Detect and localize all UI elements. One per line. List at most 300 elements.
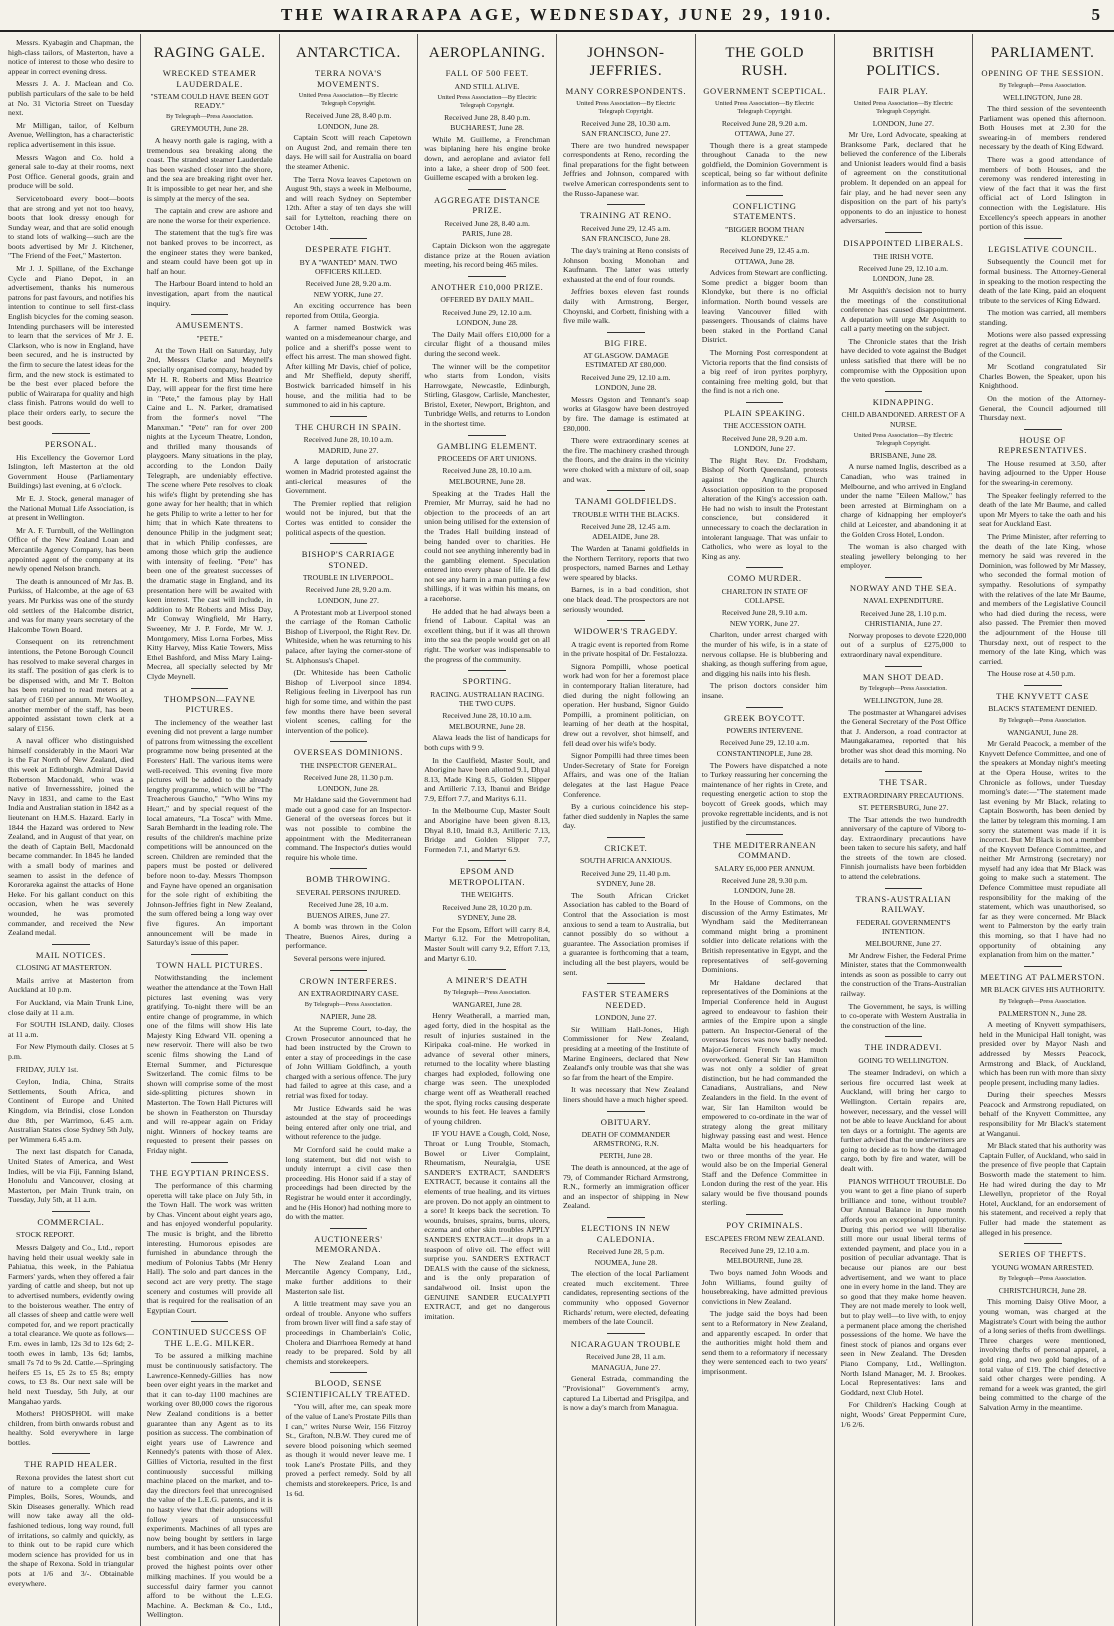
- section-rule: [191, 314, 229, 315]
- article: [702, 402, 828, 561]
- section-rule: [330, 741, 368, 742]
- section-rule: [607, 620, 645, 621]
- article-heading: GOVERNMENT SCEPTICAL.: [703, 86, 826, 96]
- article-heading: PERSONAL.: [44, 439, 97, 450]
- section-rule: [607, 983, 645, 984]
- article-paragraph: The inclemency of the weather last evening did not prevent a large number of patrons from witnessing the excellent programme now being presented at the Foresters' Hall. The various items were well-received. This evening five more pictures will be added to the already lengthy programme, which will be "The Treacherous Gaucho," "Who Wins my Heart," and by special request of the local amateurs, "La Tosca" with Mme. Sarah Bernhardt in the leading role. The results of the children's machine prize competitions will be announced on the screen. Children are reminded that the papers must be posted or delivered before noon to-day. Messrs Thompson and Fayne have opened an organisation for the sole right of exhibiting the Johnson-Jeffries fight in New Zealand, the sum offered being a long way over five figures. An important announcement will be made in Saturday's issue of this paper.: [146, 717, 273, 948]
- article-paragraph: Mr Milligan, tailor, of Kelburn Avenue, Wellington, has a characteristic replica advertisement in this issue.: [8, 120, 134, 149]
- article-subheading: BLACK'S STATEMENT DENIED.: [988, 704, 1098, 714]
- article-heading: GAMBLING ELEMENT.: [436, 440, 538, 451]
- article-heading: KIDNAPPING.: [872, 396, 935, 407]
- article-paragraph: In the House of Commons, on the discussion of the Army Estimates, Mr Wyndham said the Mediterranean command might bring a prominent soldier into delicate relations with the British representative in Egypt, and the representatives of self-governing Dominions.: [701, 898, 828, 975]
- article-subheading: POWERS INTERVENE.: [726, 726, 803, 736]
- article: [841, 577, 967, 660]
- article-received-date: Received June 29, 12.45 a.m.: [581, 223, 671, 233]
- article: [702, 1214, 828, 1376]
- article-subheading: "STEAM COULD HAVE BEEN GOT READY.": [150, 92, 269, 111]
- article-received-date: Received June 28, 10.30 a.m.: [581, 118, 671, 128]
- article-paragraph: "You will, after me, can speak more of the value of Lane's Prostate Pills than I can," writes Nurse Weir, 156 Fitzroy St., Grafton, N.B.W. They cured me of severe blood poisoning which seemed as though it would never leave me. I took Lane's Prostate Pills, and they proved a perfect remedy. Sold by all chemists and storekeepers. Price, 1s and 1s 6d.: [285, 1402, 412, 1498]
- article-heading: THE INDRADEVI.: [864, 1042, 942, 1053]
- article-paragraph: The postmaster at Whangarei advises the General Secretary of the Post Office that J. Anderson, a road contractor at Maungakaramea, reported that his brother was shot dead this morning. No details are to hand.: [840, 707, 967, 765]
- column: [696, 34, 835, 1626]
- article-paragraph: Messrs J. A. J. Maclean and Co. publish particulars of the sale to be held at No. 31 Victoria Street on Tuesday next.: [8, 79, 134, 118]
- article-paragraph: The South African Cricket Association has cabled to the Board of Control that the Association is most anxious to send a team to Australia, but cannot possibly do so without a guarantee. The Association promises if a guarantee is forthcoming that a team, including all the best players, would be sent.: [563, 890, 689, 977]
- article-paragraph: For the Epsom, Effort will carry 8.4, Martyr 6.12. For the Metropolitan, Master Soult will carry 9.2, Effort 7.13, and Martyr 6.10.: [424, 924, 550, 963]
- article-paragraph: A large deputation of aristocratic women in Madrid protested against the anti-clerical measures of the Government.: [285, 457, 412, 496]
- article-paragraph: The winner will be the competitor who starts from London, visits Harrowgate, Newcastle, Edinburgh, Stirling, Glasgow, Carlisle, Manchester, Bristol, Exeter, Newport, Brighton, and Tunbridge Wells, and returns to London in the shortest time.: [424, 361, 550, 429]
- article: [147, 1321, 273, 1620]
- article-heading: TRANS-AUSTRALIAN RAILWAY.: [855, 893, 952, 915]
- section-rule: [52, 1453, 90, 1454]
- article: [841, 888, 967, 1031]
- article-paragraph: (Dr. Whiteside has been Catholic Bishop of Liverpool since 1894. Religious feeling in Liverpool has run high for some time, and within the past few months there have been several violent scenes, calling for the intervention of the police).: [285, 668, 412, 735]
- article-paragraph: A meeting of Knyvett sympathisers, held in the Municipal Hall tonight, was presided over by Mayor Nash and addressed by Messrs Peacock, Armstrong and Black, of Auckland, which has been run with more than sixty people present, including many ladies.: [979, 1020, 1106, 1087]
- article-heading: THE MEDITERRANEAN COMMAND.: [713, 839, 817, 861]
- article-paragraph: The Tsar attends the two hundredth anniversary of the capture of Viborg to-day. Extraordinary precautions have been taken to secure his safety, and half the streets of the town are closed. Finnish journalists have been forbidden to attend the celebrations.: [840, 814, 967, 882]
- column-headline: RAGING GALE.: [153, 45, 266, 61]
- section-rule: [330, 238, 368, 239]
- section-rule: [1024, 966, 1062, 967]
- article: [563, 204, 689, 325]
- article-heading: CONTINUED SUCCESS OF THE L.E.G. MILKER.: [152, 1327, 267, 1348]
- article-subheading: DEATH OF COMMANDER ARMSTRONG, R.N.: [581, 1130, 671, 1149]
- article-received-date: Received June 28, 8.40 p.m.: [444, 112, 531, 122]
- article-paragraph: Messrs. Kyabagin and Chapman, the high-class tailors, of Masterton, have a notice of interest to those who desire to appear in correct evening dress.: [8, 38, 134, 76]
- article-paragraph: Captain Dickson won the aggregate distance prize at the Rouen aviation meeting, his record being 465 miles.: [424, 241, 550, 270]
- article-paragraph: The death is announced, at the age of 79, of Commander Richard Armstrong, R.N., formerly an immigration officer and an inspector of shipping in New Zealand.: [563, 1163, 689, 1211]
- article-byline: United Press Association—By Electric Telegraph Copyright.: [715, 99, 815, 115]
- article-received-date: Received June 28, 9.10 a.m.: [721, 608, 808, 618]
- section-rule: [746, 834, 784, 835]
- article-received-date: Received June 28, 11.30 p.m.: [303, 773, 394, 782]
- section-rule: [885, 888, 923, 889]
- column-headline: JOHNSON-JEFFRIES.: [587, 45, 665, 79]
- article-heading: THE RAPID HEALER.: [24, 1459, 118, 1470]
- article: [424, 276, 550, 429]
- section-rule: [1024, 429, 1062, 430]
- article-paragraph: A naval officer who distinguished himself considerably in the Maori War is the Far North of New Zealand, died this week at Edinburgh. Admiral David Robertson Macdonald, who was a native of Invernessshire, joined the Navy in 1831, and came to the East India and Australian station in 1842 as a lieutenant on H.M.S. Hazard. Early in 1844 the Hazard was ordered to New Zealand, and in August of that year, on the death of Captain Bell, Macdonald became commander. In 1845 he landed with a small body of marines and seamen to assist in the defence of Kororareka against the attacks of Hone Heke. For his gallant conduct on this occasion, when he was severely wounded, he was promoted commander, and received the New Zealand medal.: [8, 736, 134, 938]
- section-rule: [746, 707, 784, 708]
- article: [286, 68, 412, 232]
- article-received-date: Received June 28, 5 p.m.: [587, 1247, 665, 1256]
- article: [563, 1111, 689, 1211]
- article-paragraph: An exciting occurrence has been reported from Ottila, Georgia.: [285, 301, 412, 320]
- article-paragraph: Mails arrive at Masterton from Auckland at 10 p.m.: [8, 975, 134, 995]
- article-paragraph: The judge said the boys had been sent to a Reformatory in New Zealand, and apparently escaped. In order that the authorities might hold them and send them to a reformatory if necessary they were sentenced each to two years' imprisonment.: [701, 1309, 828, 1376]
- article: [8, 433, 134, 938]
- article-byline: By Telegraph—Press Association.: [304, 1001, 393, 1009]
- article-paragraph: Advices from Stewart are conflicting. Some predict a bigger boom than Klondyke, but there is no official information. North bound vessels are leaving Vancouver filled with passengers. Thousands of claims have been staked in the Portland Canal District.: [701, 268, 828, 345]
- article-heading: WIDOWER'S TRAGEDY.: [574, 626, 678, 637]
- article-dateline: NEW YORK, June 27.: [313, 289, 384, 299]
- article: [8, 1211, 134, 1448]
- article-received-date: Received June 29, 12.10 a.m.: [442, 307, 532, 317]
- article-heading: SPORTING.: [462, 676, 512, 687]
- article-byline: By Telegraph—Press Association.: [998, 81, 1087, 89]
- article-heading: MANY CORRESPONDENTS.: [565, 86, 687, 96]
- article-subheading: ESCAPEES FROM NEW ZEALAND.: [704, 1233, 825, 1243]
- article-heading: NORWAY AND THE SEA.: [849, 582, 957, 593]
- article: [563, 983, 689, 1104]
- article-heading: TERRA NOVA'S MOVEMENTS.: [314, 68, 382, 89]
- article-paragraph: Mr Scotland congratulated Sir Charles Bowen, the Speaker, upon his Knighthood.: [979, 362, 1106, 391]
- article-subheading: MR BLACK GIVES HIS AUTHORITY.: [980, 985, 1105, 995]
- article-heading: MEETING AT PALMERSTON.: [980, 971, 1105, 982]
- article-heading: HOUSE OF REPRESENTATIVES.: [998, 434, 1088, 456]
- article-paragraph: His Excellency the Governor Lord Islington, left Masterton at the old Government House (Parliamentary Buildings) last evening, at 6 o'clock.: [8, 452, 134, 491]
- section-rule: [468, 969, 506, 970]
- article-paragraph: Captain Scott will reach Capetown on August 2nd, and remain there ten days. He will sail for Australia on board the steamer Athenic.: [285, 133, 412, 171]
- article: [563, 490, 689, 614]
- article-heading: COMMERCIAL.: [37, 1216, 105, 1227]
- section-rule: [468, 670, 506, 671]
- article-paragraph: Norway proposes to devote £220,000 out of a surplus of £275,000 to extraordinary naval expenditure.: [840, 630, 967, 659]
- section-rule: [885, 771, 923, 772]
- article-subheading: AN EXTRAORDINARY CASE.: [297, 989, 399, 999]
- article-paragraph: Messrs Dalgety and Co., Ltd., report having held their usual weekly sale in Pahiatua, this week, in the Pahiatua Farmers' yards, when they offered a fair yarding of cattle and sheep, but not up to advertised numbers, evidently owing to the boisterous weather. The entry of all classes of sheep and cattle were well competed for, and we report practically a total clearance. We quote as follows—F.m. ewes in lamb, 12s 3d to 12s 6d; 2-tooth ewes in lamb, 13s 6d; lambs, small 7s 7d to 9s 2d. Cattle.—Springing heifers £5 1s, £5 2s to £5 8s; empty cows, to £3 8s. Our next sale will be held next Tuesday, 5th July, at our Mangahao yards.: [8, 1243, 134, 1406]
- article-heading: NICARAGUAN TROUBLE: [570, 1338, 681, 1349]
- article: [979, 429, 1106, 679]
- article-paragraph: A nurse named Inglis, described as a Canadian, who was trained in Melbourne, and who arrived in England under the name "Eileen Mallow," has been arrested at Birmingham on a charge of kidnapping her employer's child at Leicester, and abandoning it at the Golden Cross Hotel, London.: [840, 462, 967, 539]
- article-heading: DISAPPOINTED LIBERALS.: [843, 238, 964, 249]
- article-paragraph: Servicetoboard every boot—boots that are strong and yet not too heavy, boots that look dressy enough for Sunday wear, and that are solid enough to stand lots of walking—such are the boots advertised by Mr J. Kitchener, "The Friend of the Feet," Masterton.: [8, 193, 134, 261]
- article-heading: BLOOD, SENSE SCIENTIFICALLY TREATED.: [286, 1378, 411, 1399]
- article: [979, 68, 1106, 232]
- section-rule: [746, 402, 784, 403]
- article-paragraph: Signora Pompilli, whose poetical work had won for her a foremost place in contemporary Italian literature, had died during the night following an operation. Her husband, Signor Guido Pompilli, a prominent politician, on learning of her death at the hospital, drew out a revolver, shot himself, and fell dead over his wife's body.: [563, 661, 689, 748]
- article-paragraph: At the Town Hall on Saturday, July 2nd, Messrs Clarke and Meynell's specially organised company, headed by Mr H. R. Roberts and Miss Beatrice Day, will appear for the first time here in "Pete," the famous play by Hall Caine and L. N. Parker, dramatised from the former's novel "The Manxman." "Pete" ran for over 200 nights at the Lyceum Theatre, London, and thrilled many thousands of playgoers. Many situations in the play, according to the London Daily Telegraph, are undeniably effective. The scene where Pete resolves to cloak his wife's flight by pretending she has gone away for her health; that in which he gets Philip to write a letter to her for him; that in which Kate threatens to denounce Philip in the judgment seat; that in which Philip confesses, are among those which grip the audience with intensity of feeling. "Pete" has been one of the greatest successes of the dramatic stage in England, and its presentation here will be awaited with keen interest. The cast will include, in addition to Mr Roberts and Miss Day, Mr Conway Wingfield, Mr Harry, Sweeney, Mr J. P. Forde, Mr W. J. Montgomery, Miss Lorna Forbes, Miss Kitty Harvey, Miss Katie Towers, Miss Ethel Bashford, and Miss Mary Laing-Mecrea, all specially selected by Mr Clyde Meynell.: [146, 345, 273, 681]
- article-paragraph: The prison doctors consider him insane.: [701, 681, 828, 701]
- article-heading: GREEK BOYCOTT.: [723, 712, 806, 723]
- article-dateline: SYDNEY, June 28.: [457, 913, 517, 923]
- article: [841, 86, 967, 226]
- article-dateline: SAN FRANCISCO, June 28.: [581, 234, 671, 244]
- article: [979, 1243, 1106, 1412]
- article-dateline: PERTH, June 28.: [599, 1151, 653, 1161]
- article-heading: SERIES OF THEFTS.: [998, 1249, 1087, 1260]
- article-paragraph: The Powers have dispatched a note to Turkey reassuring her concerning the maintenance of her rights in Crete, and requesting energetic action to stop the boycott of Greek goods, which may provoke regrettable incidents, and is not justified by the circumstances.: [701, 760, 828, 828]
- article-subheading: THE ACCESSION OATH.: [723, 421, 806, 431]
- article-received-date: Received June 28, 10.10 a.m.: [442, 466, 532, 476]
- article: [286, 1372, 412, 1498]
- article-paragraph: Mr Ure, Lord Advocate, speaking at Branksome Park, declared that he believed the conference of the Liberals and Unionist leaders would find a basis of agreement on the constitutional problem. It depended on an appeal for fair play, and he had never seen any disposition on the part of his party's opponents to do an injustice to honest adversaries.: [840, 130, 967, 226]
- article: [563, 620, 689, 831]
- article-dateline: MANAGUA, June 27.: [591, 1362, 661, 1372]
- section-rule: [191, 688, 229, 689]
- article-dateline: MELBOURNE, June 28.: [448, 476, 526, 486]
- article-paragraph: Ceylon, India, China, Straits Settlements, South Africa, and Continent of Europe and United Kingdom, via Brindisi, close London due 8th, per Warrimoo, 6.45 a.m. Australian States close Sydney 5th July, per Wimmera 6.45 a.m.: [8, 1077, 134, 1144]
- article-heading: BOMB THROWING.: [306, 874, 391, 885]
- article-subheading: SOUTH AFRICA ANXIOUS.: [579, 856, 672, 866]
- article-paragraph: Mr Asquith's decision not to hurry the meetings of the constitutional conference has caused disappointment. A deputation will urge Mr Asquith to call a party meeting on the subject.: [840, 285, 967, 334]
- section-rule: [746, 195, 784, 196]
- article: [702, 567, 828, 700]
- article-heading: COMO MURDER.: [727, 573, 802, 584]
- article: [286, 1228, 412, 1367]
- article: [424, 670, 550, 854]
- article: [424, 860, 550, 963]
- article-paragraph: STOCK REPORT.: [16, 1230, 75, 1240]
- article-heading: MAN SHOT DEAD.: [862, 671, 944, 682]
- article-byline: By Telegraph—Press Association.: [443, 988, 531, 996]
- article: [147, 314, 273, 681]
- article-subheading: EXTRAORDINARY PRECAUTIONS.: [842, 790, 964, 800]
- article-subheading: TROUBLE WITH THE BLACKS.: [572, 509, 680, 519]
- article: [563, 1217, 689, 1327]
- article: [8, 1453, 134, 1588]
- article-heading: THE CHURCH IN SPAIN.: [295, 421, 402, 432]
- article: [147, 954, 273, 1156]
- article: [286, 741, 412, 862]
- article-dateline: LONDON, June 27.: [872, 118, 934, 128]
- article: [841, 666, 967, 766]
- article-subheading: GOING TO WELLINGTON.: [858, 1055, 949, 1065]
- article-dateline: LONDON, June 28.: [317, 121, 379, 131]
- article-paragraph: The Warden at Tanami goldfields in the Northern Territory, reports that two prospectors, named Barnes and Lethay were speared by blacks.: [563, 544, 689, 582]
- article-heading: PLAIN SPEAKING.: [724, 407, 806, 418]
- article: [286, 970, 412, 1222]
- column: [418, 34, 557, 1626]
- article-heading: A MINER'S DEATH: [446, 975, 528, 986]
- article: [286, 543, 412, 735]
- article-heading: AGGREGATE DISTANCE PRIZE.: [433, 194, 541, 216]
- article-paragraph: CLOSING AT MASTERTON.: [16, 963, 112, 973]
- article-received-date: Received June 29, 12.10 a.m.: [581, 372, 671, 382]
- article: [147, 688, 273, 948]
- article-heading: THE TSAR.: [879, 777, 928, 788]
- article-dateline: NOUMEA, June 28.: [594, 1257, 658, 1267]
- article-paragraph: Henry Weatherall, a married man, aged forty, died in the hospital as the result of injuries sustained in the Kiripaka coal-mine. He worked in advance of several other miners, returned to the locality where blasting charges had exploded, following one charge was seen. The unexploded charge went off as Weatherall reached the spot, flying rocks causing desperate wounds to his feet. He leaves a family of young children.: [424, 1011, 550, 1126]
- article-paragraph: Jeffries boxes eleven fast rounds daily with Armstrong, Berger, Choynski, and Corbett, finishing with a five mile walk.: [563, 287, 689, 326]
- article-heading: CRICKET.: [604, 842, 648, 853]
- article: [841, 232, 967, 385]
- article-received-date: Received June 28, 10.20 p.m.: [442, 902, 533, 912]
- article-paragraph: A bomb was thrown in the Colon Theatre, Buenos Aires, during a performance.: [285, 922, 412, 951]
- article-paragraph: The House resumed at 3.50, after having adjourned to the Upper House for the swearing-in ceremony.: [979, 458, 1106, 487]
- article-paragraph: Alawa leads the list of handicaps for both cups with 9 9.: [424, 733, 550, 752]
- article-paragraph: For New Plymouth daily. Closes at 5 p.m.: [8, 1042, 134, 1061]
- article-heading: BISHOP'S CARRIAGE STONED.: [301, 549, 395, 570]
- article-dateline: LONDON, June 28.: [734, 886, 796, 896]
- article-paragraph: There are two hundred newspaper correspondents at Reno, recording the final preparations for the fight between Jeffries and Johnson, compared with twelve American correspondents sent to the Russo-Japanese war.: [563, 140, 689, 198]
- article-paragraph: The woman is also charged with stealing jewellery belonging to her employer.: [840, 542, 967, 571]
- article-subheading: AT GLASGOW. DAMAGE ESTIMATED AT £80,000.: [583, 351, 669, 370]
- article-byline: United Press Association—By Electric Telegraph Copyright.: [298, 92, 398, 107]
- section-rule: [468, 189, 506, 190]
- section-rule: [191, 1321, 229, 1322]
- article-paragraph: Two boys named John Woods and John Williams, found guilty of housebreaking, have admitted previous convictions in New Zealand.: [701, 1267, 828, 1306]
- article-heading: OBITUARY.: [600, 1116, 652, 1127]
- article-paragraph: For SOUTH ISLAND, daily. Closes at 11 a.m.: [8, 1020, 134, 1039]
- section-rule: [885, 1036, 923, 1037]
- column-headline: AEROPLANING.: [428, 45, 546, 61]
- article: [8, 38, 134, 427]
- article-subheading: AND STILL ALIVE.: [454, 81, 520, 91]
- article-paragraph: The Speaker feelingly referred to the death of the late Mr Baume, and called upon Mr Myers to take the oath and his seat for Auckland East.: [979, 490, 1106, 529]
- article-paragraph: The captain and crew are ashore and are none the worse for their experience.: [146, 206, 273, 225]
- article: [702, 834, 828, 1208]
- column: [835, 34, 974, 1626]
- article-paragraph: Consequent on its retrenchment intentions, the Petone Borough Council has resolved to make several charges in its staff. The position of gas clerk is to be dispensed with, and Mr T. Bolton has been retained to read meters at a salary of £160 per annum. Mr Woolley, another member of the staff, has been appointed assistant town clerk at a salary of £156.: [8, 637, 134, 733]
- section-rule: [330, 970, 368, 971]
- section-rule: [330, 868, 368, 869]
- article-byline: By Telegraph—Press Association.: [165, 113, 254, 121]
- article-subheading: "PETE.": [196, 333, 223, 343]
- article-received-date: Received June 28, 8.40 a.m.: [444, 218, 530, 228]
- article-paragraph: On the motion of the Attorney-General, the Council adjourned till Thursday next.: [979, 394, 1106, 423]
- article-heading: OPENING OF THE SESSION.: [981, 68, 1104, 78]
- article: [563, 332, 689, 484]
- article-paragraph: During their speeches Messrs Peacock and Armstrong repudiated, on behalf of the Knyvett Committee, any responsibility for Mr Black's statement at Wanganui.: [979, 1090, 1106, 1138]
- article-received-date: Received June 29, 12.10 a.m.: [858, 263, 949, 273]
- article-byline: By Telegraph—Press Association.: [859, 685, 948, 693]
- article-dateline: CHRISTCHURCH, June 28.: [998, 1285, 1087, 1295]
- article: [286, 238, 412, 410]
- article-paragraph: Though there is a great stampede throughout Canada to the new goldfield, the Dominion Government is sceptical, being so far without definite information as to the find.: [701, 140, 828, 189]
- article-heading: ELECTIONS IN NEW CALEDONIA.: [581, 1223, 671, 1244]
- article-dateline: WANGANUI, June 28.: [1007, 727, 1079, 737]
- article-subheading: PROCEEDS OF ART UNIONS.: [437, 454, 537, 464]
- article-dateline: WELLINGTON, June 28.: [1003, 92, 1083, 102]
- article-paragraph: For Auckland, via Main Trunk Line, close daily at 11 a.m.: [8, 998, 134, 1017]
- article-dateline: BRISBANE, June 28.: [870, 450, 937, 460]
- article-heading: CONFLICTING STATEMENTS.: [732, 200, 797, 222]
- article: [563, 1333, 689, 1413]
- article-paragraph: A little treatment may save you an ordeal of trouble. Anyone who suffers from brown liver will find a safe stay of proceedings in Chamberlain's Colic, Cholera and Diarrhoea Remedy at hand ready to be prepared. Sold by all chemists and storekeepers.: [285, 1299, 412, 1366]
- article-paragraph: A heavy north gale is raging, with a tremendous sea breaking along the coast. The stranded steamer Lauderdale has been washed closer into the shore, and the sea are breaking right over her. It is impossible to get near her, and she is simply at the mercy of the sea.: [146, 136, 273, 203]
- column: [141, 34, 280, 1626]
- article-paragraph: The motion was carried, all members standing.: [979, 308, 1106, 327]
- section-rule: [52, 1211, 90, 1212]
- article-dateline: GREYMOUTH, June 28.: [170, 124, 249, 134]
- article-received-date: Received June 28, 9.20 a.m.: [721, 118, 808, 128]
- article-subheading: SALARY £6,000 PER ANNUM.: [714, 863, 815, 873]
- article-heading: OVERSEAS DOMINIONS.: [293, 747, 404, 758]
- section-rule: [885, 666, 923, 667]
- article-heading: BIG FIRE.: [604, 337, 648, 348]
- section-rule: [746, 567, 784, 568]
- article-paragraph: A tragic event is reported from Rome in the private hospital of Dr. Festalozza.: [563, 639, 689, 659]
- section-rule: [330, 1372, 368, 1373]
- article-paragraph: Rexona provides the latest short cut of nature to a complete cure for Pimples, Boils, Sores, Wounds, and Skin Diseases generally. Which read will now take away all the old-fashioned tedious, long way round, full of irritations, so calmly and quickly, as to think out to be rapid cure which modern science has provided for us in the shape of Rexona. Sold in triangular pots at 1/6 and 3/-. Obtainable everywhere.: [8, 1472, 134, 1588]
- article-paragraph: Mr Haldane said the Government had made out a good case for an Inspector-General of the overseas forces but it was not possible to combine the appointment with the Mediterranean command. The Inspector's duties would require his whole time.: [285, 795, 412, 862]
- article-subheading: TROUBLE IN LIVERPOOL.: [302, 573, 394, 583]
- article: [424, 68, 550, 183]
- article-paragraph: The House rose at 4.50 p.m.: [987, 669, 1076, 679]
- article-received-date: Received June 28, 10 a.m.: [308, 900, 389, 910]
- article: [8, 944, 134, 1205]
- article: [979, 238, 1106, 423]
- article-dateline: SYDNEY, June 28.: [596, 879, 656, 889]
- section-rule: [1024, 238, 1062, 239]
- article-heading: THE EGYPTIAN PRINCESS.: [149, 1167, 270, 1178]
- article-byline: United Press Association—By Electric Telegraph Copyright.: [576, 99, 676, 115]
- article-paragraph: PIANOS WITHOUT TROUBLE. Do you want to get a fine piano of superb brilliance and tone, without trouble? Our Annual Balance in June month affords you an exceptional opportunity. During this period we will liberalise still more our usual liberal terms of extended payment, and place you in a position of peculiar advantage. That is because our pianos are our best advertisement, and we want to place one in every home in the land. They are so good that they make home heaven. They are not made merely to look well, but to play well—to live with, to enjoy a permanent place among the cherished possessions of the home. We have the finest stock of pianos and organs ever seen in New Zealand. The Dresden Piano Company, Ltd., Wellington. North Island Manager, M. J. Brookes. Local Representatives: Ians and Goddard, next Club Hotel.: [840, 1176, 967, 1397]
- article-byline: By Telegraph—Press Association.: [998, 1274, 1087, 1282]
- article-paragraph: Several persons were injured.: [293, 954, 386, 964]
- article-subheading: THE INSPECTOR GENERAL.: [299, 760, 397, 770]
- article-heading: DESPERATE FIGHT.: [305, 244, 392, 255]
- article-paragraph: General Estrada, commanding the "Provisional" Government's army, captured La Libertad and Prisgilpa, and is now a day's march from Managua.: [563, 1374, 689, 1413]
- article-dateline: LONDON, June 28.: [317, 783, 379, 793]
- article-paragraph: In the Melbourne Cup, Master Soult and Aborigine have been given 8.13, Dhyal 8.10, Imaid 8.3, Artilleric 7.13, Bridge and Golden Slipper 7.7, Formeden 7.1, and Martyr 6.9.: [424, 806, 550, 854]
- article-paragraph: Mr Cornford said he could make a long statement, but did not wish to unduly interrupt a civil case then proceeding. His Honor said if a stay of proceedings had been directed by the Registrar he would enter it accordingly, and he (His Honor) had nothing more to do with the matter.: [285, 1145, 412, 1222]
- article-paragraph: The Prime Minister, after referring to the death of the late King, whose memory he said was revered in the Dominion, was followed by Mr Massey, who seconded the formal motion of sympathy. Resolutions of sympathy with the relatives of the late Mr Baume, and members of the Legislative Council who had died during the recess, were also passed. The Premier then moved the adjournment of the House till Thursday next, out of respect to the memory of the late King, which was carried.: [979, 531, 1106, 666]
- article-heading: THOMPSON—FAYNE PICTURES.: [163, 693, 256, 715]
- section-rule: [607, 1111, 645, 1112]
- article-paragraph: The Right Rev. Dr. Frodsham, Bishop of North Queensland, protests against the Anglican Church Association opposition to the proposed alteration of the King's accession oath. He had no wish to insult the Protestant conscience, but considered it unnecessary to coach the declaration in intolerant language. That was unfair to Catholics, who were as loyal to the King as any.: [701, 455, 828, 561]
- article-received-date: Received June 28, 1.10 p.m.: [860, 608, 947, 618]
- article-paragraph: Mr Black stated that his authority was Captain Fuller, of Auckland, who said in the presence of five people that Captain Bosworth made the statement to him. He had wired during the day to Mr Llewellyn, proprietor of the Royal Hotel, Auckland, for an endorsement of his statement, and received a reply that Fuller had made the statement as alleged in his presence.: [979, 1141, 1106, 1237]
- article-paragraph: Mr Andrew Fisher, the Federal Prime Minister, states that the Commonwealth intends as soon as possible to carry out the construction of the Trans-Australian railway.: [840, 950, 967, 999]
- article-dateline: LONDON, June 28.: [456, 318, 518, 328]
- section-rule: [607, 1333, 645, 1334]
- section-rule: [885, 391, 923, 392]
- column: [280, 34, 419, 1626]
- article-heading: TRAINING AT RENO.: [580, 210, 672, 221]
- article-paragraph: Mr Gerald Peacock, a member of the Knyvett Defence Committee, and one of the speakers at Monday night's meeting at the Opera House, writes to the Chronicle as follows, under Tuesday morning's date:—"The statement made last evening by Mr Black, relating to Captain Bosworth, has been denied by the latter by telegram this morning. I am sorry the statement was made if it is incorrect. But Mr Black is not a member of the Knyvett Defence Committee, and neither Mr Armstrong (secretary) nor myself had any idea that Mr Black was going to make such a statement. The Defence Committee must repudiate all responsibility for the making of the statement, which was unauthorised, so far as they were concerned. Mr Black went to Palmerston by the early train this morning, so that I have had no opportunity of obtaining any explanation from him on the matter.": [979, 739, 1106, 960]
- article-dateline: BUCHAREST, June 28.: [450, 123, 524, 133]
- article-byline: United Press Association—By Electric Telegraph Copyright.: [853, 431, 953, 447]
- article-paragraph: The Daily Mail offers £10,000 for a circular flight of a thousand miles during the second week.: [424, 329, 550, 358]
- article-dateline: LONDON, June 27.: [595, 1013, 657, 1023]
- article-byline: United Press Association—By Electric Telegraph Copyright.: [853, 99, 953, 115]
- article-subheading: CHARLTON IN STATE OF COLLAPSE.: [721, 586, 808, 606]
- section-rule: [607, 1217, 645, 1218]
- article-paragraph: Messrs Ogston and Tennant's soap works at Glasgow have been destroyed by fire. The damage is estimated at £80,000.: [563, 394, 689, 433]
- section-rule: [607, 837, 645, 838]
- article-heading: FALL OF 500 FEET.: [445, 68, 529, 78]
- article-paragraph: Sir William Hall-Jones, High Commissioner for New Zealand, presiding at a meeting of the Institute of Marine Engineers, declared that New Zealand's only trouble was that she was so far from the heart of the Empire.: [563, 1024, 689, 1082]
- article-heading: FAIR PLAY.: [878, 86, 929, 96]
- article-paragraph: The Premier replied that religion would not be injured, but that the Cortes was entitled to consider the political aspects of the question.: [285, 498, 412, 537]
- article-received-date: Received June 28, 10.10 a.m.: [442, 711, 532, 721]
- section-rule: [52, 944, 90, 945]
- section-rule: [1024, 685, 1062, 686]
- section-rule: [607, 204, 645, 205]
- article-paragraph: He added that he had always been a friend of Labour. Capital was an excellent thing, but if it was all thrown into the sea the people would get on all right. The worker was indispensable to the progress of the community.: [424, 606, 550, 664]
- article-paragraph: The Chronicle states that the Irish have decided to vote against the Budget unless satisfied that there will be no compromise with the Opposition upon the veto question.: [840, 336, 967, 385]
- article-paragraph: Mothers! PHOSPHOL will make children, from birth onwards robust and healthy. Sold everywhere in large bottles.: [8, 1409, 134, 1447]
- article-dateline: MELBOURNE, June 28.: [726, 1256, 803, 1266]
- column-headline: BRITISH POLITICS.: [866, 45, 941, 79]
- column-headline: PARLIAMENT.: [990, 45, 1095, 61]
- article-dateline: PALMERSTON N., June 28.: [998, 1008, 1087, 1018]
- article-dateline: WANGAREI, June 28.: [452, 999, 522, 1009]
- article-paragraph: Signor Pompilli had three times been Under-Secretary of State for Foreign Affairs, and was one of the Italian delegates at the last Hague Peace Conference.: [563, 751, 689, 799]
- section-rule: [330, 543, 368, 544]
- column-headline: ANTARCTICA.: [296, 45, 401, 61]
- article-dateline: NEW YORK, June 27.: [729, 618, 800, 628]
- article-paragraph: The death is announced of Mr Jas. B. Purkiss, of Halcombe, at the age of 63 years. Mr Purkiss was one of the sturdy old settlers of the Halcombe district, and was for many years secretary of the Halcombe Town Board.: [8, 576, 134, 634]
- article-received-date: Received June 28, 9.30 p.m.: [721, 875, 808, 885]
- article-paragraph: A farmer named Bostwick was wanted on a misdemeanour charge, and police and a sheriff's posse went to effect his arrest. The man showed fight. After killing Mr Davis, chief of police, and Mr Sheffield, deputy sheriff, Bostwick barricaded himself in his house, and the militia had to be summoned to aid in his capture.: [285, 323, 412, 410]
- article-paragraph: This morning Daisy Olive Moor, a young woman, was charged at the Magistrate's Court with being the author of a long series of thefts from dwellings. Three charges were mentioned, involving thefts of personal apparel, a gold ring, and two gold bangles, of a total value of £19. The chief detective said other charges were pending. A remand for a week was granted, the girl being committed to the charge of the Salvation Army in the meantime.: [979, 1297, 1106, 1413]
- article-heading: ANOTHER £10,000 PRIZE.: [430, 281, 544, 292]
- article-received-date: Received June 29, 11.40 p.m.: [581, 868, 671, 878]
- section-rule: [330, 1228, 368, 1229]
- article-paragraph: By a curious coincidence his step-father died suddenly in Naples the same day.: [563, 802, 689, 831]
- article-received-date: Received June 28, 9.20 a.m.: [305, 585, 392, 595]
- article-heading: CROWN INTERFERES.: [299, 975, 398, 986]
- article-paragraph: The Terra Nova leaves Capetown on August 9th, stays a week in Melbourne, and will reach Sydney on September 12th. After a stay of ten days she will sail for Lyttelton, reaching there on October 14th.: [285, 174, 412, 232]
- article: [424, 189, 550, 270]
- article-paragraph: Motions were also passed expressing regret at the deaths of certain members of the Council.: [979, 330, 1106, 359]
- article-paragraph: Mr A. F. Turnbull, of the Wellington Office of the New Zealand Loan and Mercantile Agency Company, has been appointed agent of the company at its newly opened Nelson branch.: [8, 525, 134, 574]
- article-heading: AMUSEMENTS.: [175, 320, 244, 331]
- article-paragraph: There was a good attendance of members of both Houses, and the ceremony was rendered interesting in view of the fact that it was the first official act of Lord Islington in connection with the Legislature. His Excellency's speech appears in another portion of this issue.: [979, 155, 1106, 232]
- article-byline: United Press Association—By Electric Telegraph Copyright.: [437, 93, 537, 109]
